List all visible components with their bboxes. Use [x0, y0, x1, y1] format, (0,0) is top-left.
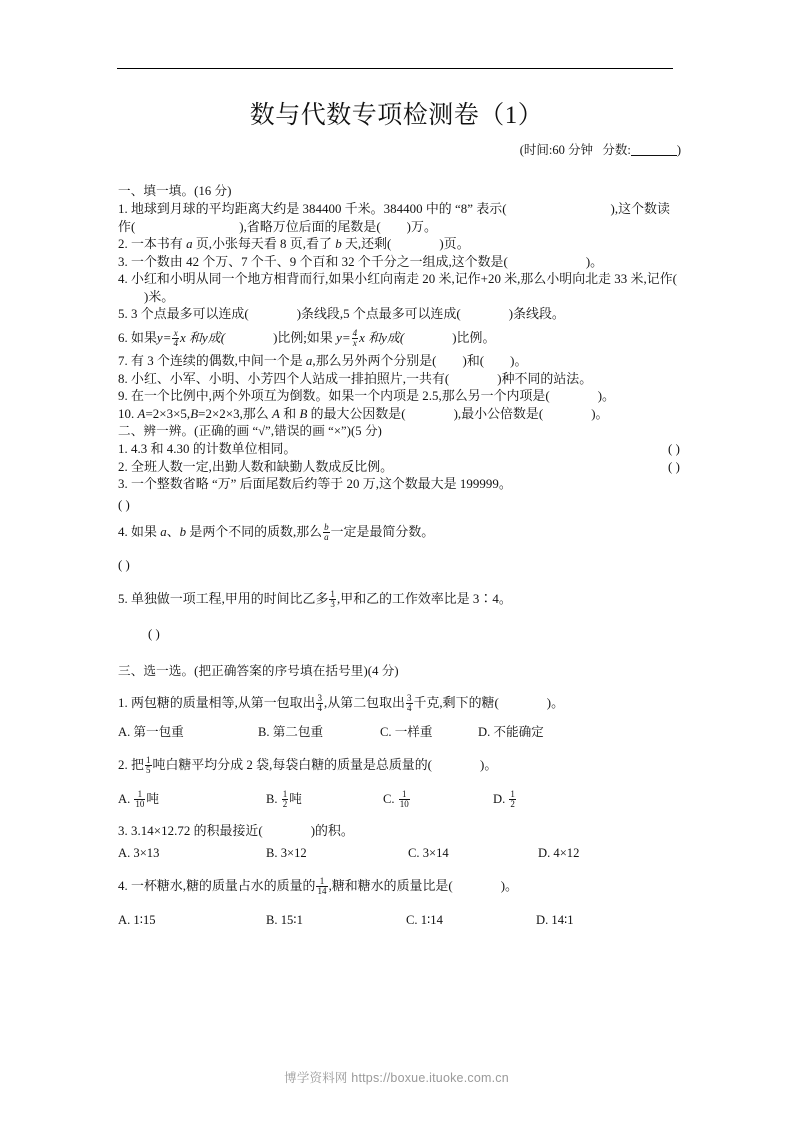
section1-question-7	[118, 353, 680, 371]
q6-frac2-numerator: 4	[352, 327, 358, 338]
q5-part-c: )条线段。	[508, 307, 565, 321]
q6-part-b: x 和y成(	[180, 330, 226, 345]
s3q3-option-d[interactable]: D. 4×12	[538, 845, 580, 860]
s3q4-option-d[interactable]: D. 14∶1	[536, 913, 574, 928]
q6-frac2-denominator: x	[352, 337, 357, 348]
score-blank-field[interactable]	[631, 155, 677, 156]
q9-part-b: )。	[597, 389, 615, 404]
q10-var-B1: B	[190, 406, 199, 421]
section1-heading: 一、填一填。(16 分)	[118, 184, 232, 198]
s3q2-option-d[interactable]	[493, 789, 517, 809]
q7-part-b: ,那么另外两个分别是(	[312, 354, 437, 369]
q6-eq1-lhs: y=	[156, 330, 172, 345]
s3q4-option-c[interactable]: C. 1∶14	[406, 913, 443, 928]
s3q2-option-b[interactable]	[266, 789, 302, 809]
s2q5-answer-paren[interactable]: ( )	[148, 626, 160, 641]
s3q3-end: )的积。	[310, 824, 354, 839]
q7-part-c: )和(	[462, 354, 485, 369]
s2q5-part-a: 5. 单独做一项工程,甲用的时间比乙多	[118, 592, 329, 607]
section3-heading: 三、选一选。(把正确答案的序号填在括号里)(4 分)	[118, 664, 399, 679]
q6-fraction-2	[352, 329, 359, 349]
section1-question-6	[118, 329, 680, 349]
q1-part-d: )万。	[406, 219, 437, 234]
s3q1-option-a[interactable]: A. 第一包重	[118, 724, 184, 739]
q8-part-b: )种不同的站法。	[497, 371, 593, 386]
s3q2-optd-den: 2	[510, 799, 515, 810]
section1-question-4	[118, 271, 680, 306]
q8-part-a: 8. 小红、小军、小明、小芳四个人站成一排拍照片,一共有(	[118, 371, 450, 386]
s2q4-var-a: a	[160, 525, 167, 540]
s3q1-options	[118, 722, 680, 744]
s3q1-frac1-numerator: 3	[317, 693, 323, 704]
q1-part-b: ),这个数读作(	[118, 202, 670, 234]
s3q3-option-c[interactable]: C. 3×14	[408, 845, 449, 860]
exam-info-line	[0, 140, 681, 158]
q10-part-g: )。	[591, 406, 609, 421]
s3q2-option-a-label: A.	[118, 792, 134, 807]
exam-time-value: 60	[552, 143, 565, 157]
s3q4-option-b[interactable]: B. 15∶1	[266, 913, 303, 928]
s3q3-text: 3. 3.14×12.72 的积最接近(	[118, 824, 263, 839]
s3q2-option-b-label: B.	[266, 792, 281, 807]
s3q2-option-a-unit: 吨	[146, 792, 159, 807]
q4-part-a: 4. 小红和小明从同一个地方相背而行,如果小红向南走 20 米,记作+20 米,那么小明向北走 33 米,记作(	[118, 272, 677, 286]
section1-question-8	[118, 371, 680, 389]
s3q1-fraction-1	[316, 694, 323, 714]
s2q2-answer-paren[interactable]: ( )	[668, 459, 680, 474]
s3q3-option-a[interactable]: A. 3×13	[118, 845, 160, 860]
s2q4-part-a: 4. 如果	[118, 525, 161, 540]
s2q5-frac-numerator: 1	[330, 589, 335, 600]
s2q4-frac-denominator: a	[324, 532, 329, 543]
s3q2-option-a-fraction	[134, 790, 145, 810]
s2q4-fraction	[323, 523, 330, 543]
s3q2-option-b-fraction	[282, 790, 289, 810]
s3q1-frac1-denominator: 4	[317, 703, 323, 714]
s3q2-options	[118, 789, 680, 811]
s3q2-option-b-unit: 吨	[289, 792, 302, 807]
s2q4-part-d: 一定是最简分数。	[330, 525, 435, 540]
q1-part-c: ),省略万位后面的尾数是(	[239, 219, 381, 234]
section2-question-1	[118, 441, 680, 459]
section3-question-4	[118, 877, 680, 897]
q5-part-a: 5. 3 个点最多可以连成(	[118, 307, 249, 321]
s3q2-option-d-fraction	[509, 790, 516, 810]
s2q4-var-b: b	[179, 525, 187, 540]
s3q2-optb-den: 2	[282, 799, 288, 810]
s3q4-frac-numerator: 1	[319, 875, 325, 886]
s3q1-part-b: ,从第二包取出	[324, 696, 405, 711]
s3q2-option-d-label: D.	[493, 792, 509, 807]
s2q4-frac-numerator: b	[324, 522, 329, 533]
s3q2-opta-num: 1	[137, 788, 143, 799]
s3q1-frac2-numerator: 3	[406, 693, 412, 704]
q7-var-a: a	[305, 354, 313, 369]
s3q4-fraction	[316, 877, 327, 897]
s2q4-part-c: 是两个不同的质数,那么	[186, 525, 323, 540]
footer-watermark: 博学资料网 https://boxue.ituoke.com.cn	[284, 1071, 509, 1085]
s3q2-option-a[interactable]	[118, 789, 159, 809]
score-label: 分数:	[602, 143, 631, 157]
s3q2-optd-num: 1	[510, 788, 515, 799]
q6-part-a: 6. 如果	[118, 330, 157, 345]
s3q4-part-b: ,糖和糖水的质量比是(	[328, 878, 453, 893]
s3q2-option-c[interactable]	[383, 789, 411, 809]
section3-question-3	[118, 823, 680, 841]
s3q2-option-c-label: C.	[383, 792, 398, 807]
s2q3-answer-paren[interactable]: ( )	[118, 497, 130, 512]
s2q2-text: 2. 全班人数一定,出勤人数和缺勤人数成反比例。	[118, 459, 394, 474]
s3q1-option-b[interactable]: B. 第二包重	[258, 724, 324, 739]
section2-question-3	[118, 476, 680, 494]
s3q3-options	[118, 843, 680, 865]
exam-content	[118, 183, 680, 932]
s3q2-fraction	[145, 756, 152, 776]
q2-part-a: 2. 一本书有	[118, 237, 187, 251]
q2-part-c: 天,还剩(	[341, 237, 392, 251]
q10-part-d: 和	[279, 406, 300, 421]
section1-question-10	[118, 406, 680, 424]
section1-question-3	[118, 254, 680, 272]
q6-part-e: )比例。	[452, 330, 496, 345]
s3q2-optc-den: 10	[399, 799, 409, 810]
q3-text: 3. 一个数由 42 个万、7 个千、9 个百和 32 个千分之一组成,这个数是(	[118, 254, 508, 269]
q2-part-b: 页,小张每天看 8 页,看了	[192, 237, 336, 251]
s3q1-option-d[interactable]: D. 不能确定	[478, 724, 544, 739]
q6-part-d: x 和y成(	[359, 330, 405, 345]
q10-var-B2: B	[299, 406, 308, 421]
q5-part-b: )条线段,5 个点最多可以连成(	[296, 307, 461, 321]
s3q2-optb-num: 1	[282, 788, 288, 799]
s3q2-frac-numerator: 1	[145, 754, 151, 765]
section1-question-9	[118, 388, 680, 406]
s3q2-part-a: 2. 把	[118, 757, 144, 772]
s3q2-frac-denominator: 5	[145, 764, 151, 775]
s2q4-part-b: 、	[166, 525, 180, 540]
s3q2-opta-den: 10	[135, 799, 145, 810]
exam-time-unit: 分钟	[564, 143, 593, 157]
q10-part-b: =2×3×5,	[145, 406, 191, 421]
q7-part-d: )。	[510, 354, 528, 369]
q2-var-a: a	[186, 237, 193, 251]
s3q1-part-a: 1. 两包糖的质量相等,从第一包取出	[118, 696, 316, 711]
s2q3-text: 3. 一个整数省略 “万” 后面尾数后约等于 20 万,这个数最大是 199999。	[118, 477, 512, 492]
q2-part-d: )页。	[439, 237, 470, 251]
q6-frac1-numerator: x	[173, 327, 178, 338]
q1-part-a: 1. 地球到月球的平均距离大约是 384400 千米。384400 中的 “8” 表示(	[118, 202, 507, 216]
s3q1-option-c[interactable]: C. 一样重	[380, 724, 433, 739]
s3q3-option-b[interactable]: B. 3×12	[266, 845, 307, 860]
s3q2-option-c-fraction	[399, 790, 410, 810]
section2-question-4	[118, 523, 680, 543]
q10-part-c: =2×2×3,那么	[198, 406, 273, 421]
s3q4-option-a[interactable]: A. 1∶15	[118, 913, 156, 928]
q10-part-f: ),最小公倍数是(	[453, 406, 544, 421]
q10-part-a: 10.	[118, 406, 138, 421]
exam-info-prefix: (时间:	[519, 143, 553, 157]
section2-heading: 二、辨一辨。(正确的画 “√”,错误的画 “×”)(5 分)	[118, 424, 382, 439]
s2q5-frac-denominator: 3	[330, 599, 335, 610]
q6-frac1-denominator: 4	[173, 337, 179, 348]
section1-question-2	[118, 236, 680, 254]
s3q4-options	[118, 910, 680, 932]
section2-question-5	[118, 590, 680, 610]
q2-var-b: b	[335, 237, 342, 251]
section1-question-1	[118, 201, 680, 236]
q6-eq2-lhs: y=	[336, 330, 351, 345]
q7-part-a: 7. 有 3 个连续的偶数,中间一个是	[118, 354, 306, 369]
q10-part-e: 的最大公因数是(	[307, 406, 406, 421]
q6-part-c: )比例;如果	[273, 330, 337, 345]
section3-question-1	[118, 694, 680, 714]
s2q4-answer-paren[interactable]: ( )	[118, 557, 130, 572]
section3-question-2	[118, 756, 680, 776]
page-title: 数与代数专项检测卷（1）	[249, 102, 544, 129]
q3-end: )。	[585, 254, 604, 269]
s3q2-part-c: )。	[480, 757, 498, 772]
s2q1-answer-paren[interactable]: ( )	[668, 442, 680, 457]
q9-part-a: 9. 在一个比例中,两个外项互为倒数。如果一个内项是 2.5,那么另一个内项是(	[118, 389, 550, 404]
q6-fraction-1	[172, 329, 179, 349]
s3q4-part-c: )。	[500, 878, 518, 893]
s3q1-part-d: )。	[546, 696, 565, 711]
q10-var-A2: A	[272, 406, 280, 421]
q4-part-b: )米。	[144, 289, 175, 304]
s3q1-part-c: 千克,剩下的糖(	[413, 696, 499, 711]
s2q5-fraction	[329, 590, 336, 610]
section1-question-5	[118, 306, 680, 324]
s3q1-fraction-2	[406, 694, 413, 714]
s3q2-optc-num: 1	[401, 788, 407, 799]
s3q2-part-b: 吨白糖平均分成 2 袋,每袋白糖的质量是总质量的(	[152, 757, 433, 772]
header-divider-line	[117, 68, 673, 69]
s3q4-frac-denominator: 14	[317, 885, 327, 896]
section2-question-2	[118, 459, 680, 477]
exam-info-suffix: )	[676, 143, 681, 157]
s2q5-part-b: ,甲和乙的工作效率比是 3∶4。	[336, 592, 512, 607]
s2q1-text: 1. 4.3 和 4.30 的计数单位相同。	[118, 442, 297, 457]
s3q1-frac2-denominator: 4	[406, 703, 412, 714]
q10-var-A1: A	[137, 406, 146, 421]
s3q4-part-a: 4. 一杯糖水,糖的质量占水的质量的	[118, 878, 316, 893]
